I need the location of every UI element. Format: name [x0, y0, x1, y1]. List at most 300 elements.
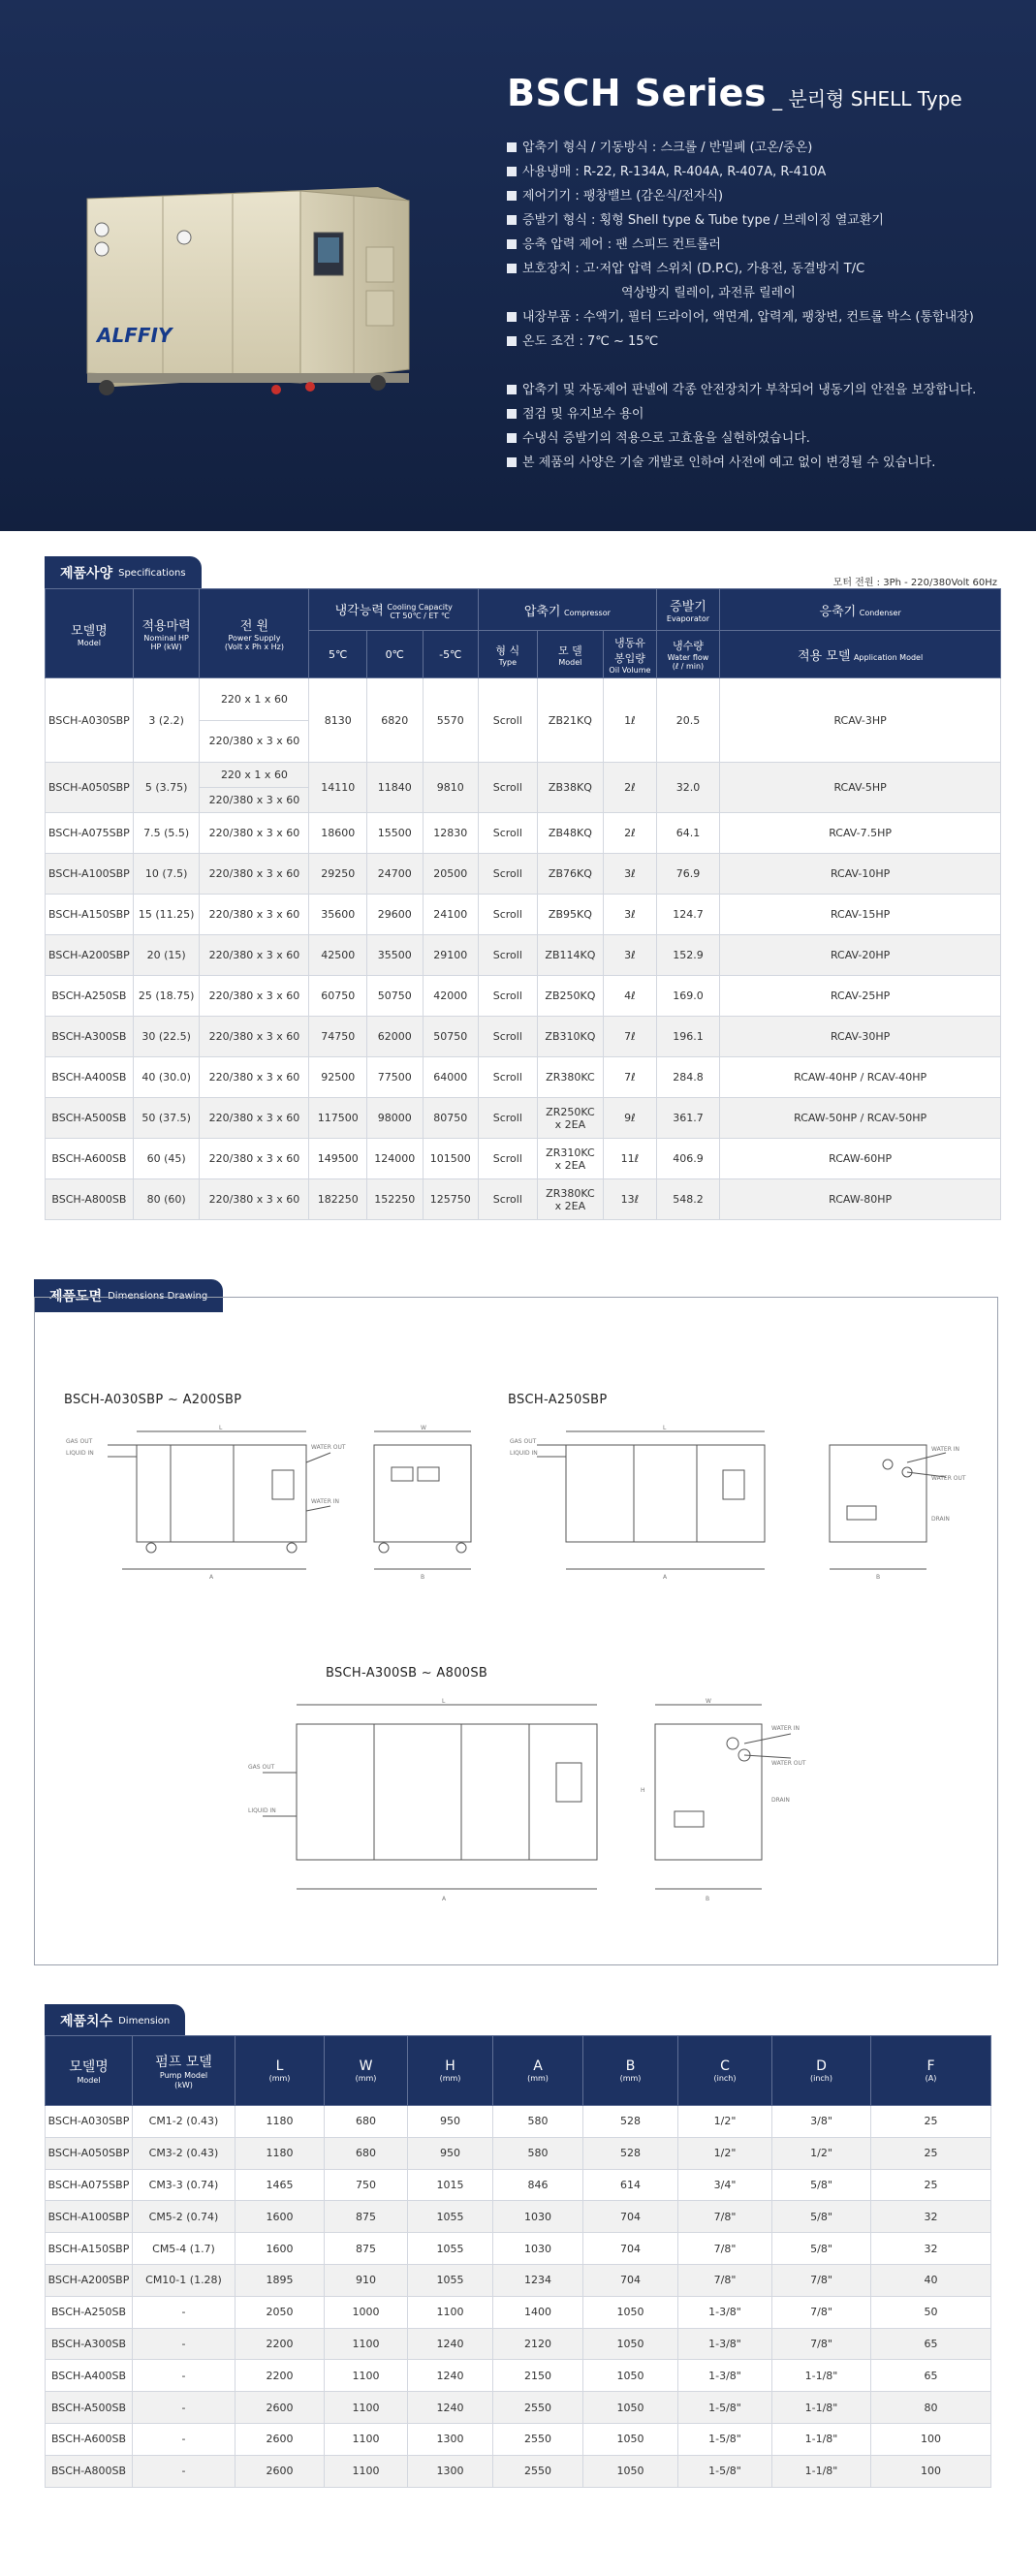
spec-water: 548.2 [656, 1179, 720, 1220]
svg-text:L: L [219, 1425, 223, 1431]
dim-cell: 1-5/8" [678, 2392, 772, 2424]
svg-text:H: H [641, 1787, 645, 1794]
dim-cell: 80 [871, 2392, 991, 2424]
spec-power: 220/380 x 3 x 60 [200, 1057, 309, 1098]
svg-text:A: A [442, 1896, 447, 1902]
specifications-table [45, 588, 1001, 1220]
dim-col-header: F (A) [871, 2036, 991, 2106]
dim-cell: BSCH-A200SBP [46, 2264, 133, 2296]
col-compressor: 압축기 Compressor [479, 589, 657, 631]
square-bullet-icon [507, 191, 517, 201]
spec-comp-type: Scroll [479, 1139, 538, 1179]
spec-cooling-minus5c: 125750 [423, 1179, 479, 1220]
spec-oil: 3ℓ [604, 895, 656, 935]
spec-cooling-0c: 98000 [366, 1098, 423, 1139]
svg-text:W: W [706, 1698, 711, 1705]
col-oil: 냉동유 봉입량 Oil Volume [604, 631, 656, 678]
spec-cooling-minus5c: 24100 [423, 895, 479, 935]
spec-condenser: RCAV-3HP [720, 678, 1001, 763]
drawing-large-front [248, 1695, 616, 1908]
spec-cooling-5c: 182250 [309, 1179, 367, 1220]
dim-cell: 1050 [583, 2328, 678, 2360]
col-cooling: 냉각능력 Cooling Capacity CT 50℃ / ET ℃ [309, 589, 479, 631]
dim-cell: 1100 [325, 2455, 408, 2487]
feature-item: 증발기 형식 : 횡형 Shell type & Tube type / 브레이징 열교환기 [507, 208, 976, 233]
spec-cooling-0c: 15500 [366, 813, 423, 854]
spec-comp-model: ZB76KQ [537, 854, 604, 895]
dim-cell: 1-3/8" [678, 2296, 772, 2328]
dim-cell: - [133, 2392, 235, 2424]
square-bullet-icon [507, 336, 517, 346]
spec-cooling-5c: 149500 [309, 1139, 367, 1179]
dim-cell: 1030 [493, 2233, 583, 2265]
dim-cell: 1050 [583, 2423, 678, 2455]
spec-power: 220/380 x 3 x 60 [200, 854, 309, 895]
dim-cell: 2550 [493, 2423, 583, 2455]
spec-hp: 15 (11.25) [133, 895, 200, 935]
spec-water: 76.9 [656, 854, 720, 895]
dim-cell: 1100 [408, 2296, 493, 2328]
section-label-specifications: 제품사양 Specifications [45, 556, 202, 589]
spec-comp-model: ZR310KC x 2EA [537, 1139, 604, 1179]
col-minus5c: -5℃ [423, 631, 479, 678]
svg-text:LIQUID IN: LIQUID IN [248, 1807, 276, 1814]
dim-cell: 1030 [493, 2201, 583, 2233]
dim-row [46, 2328, 991, 2360]
spec-oil: 2ℓ [604, 763, 656, 813]
spec-row [46, 976, 1001, 1017]
spec-cooling-0c: 6820 [366, 678, 423, 763]
spec-cooling-5c: 74750 [309, 1017, 367, 1057]
dim-cell: 1050 [583, 2392, 678, 2424]
dim-cell: 32 [871, 2233, 991, 2265]
svg-text:LIQUID IN: LIQUID IN [66, 1450, 94, 1457]
col-type: 형 식 Type [479, 631, 538, 678]
dim-cell: 704 [583, 2201, 678, 2233]
dim-cell: 2200 [235, 2328, 325, 2360]
spec-water: 124.7 [656, 895, 720, 935]
dim-cell: 875 [325, 2233, 408, 2265]
spec-comp-type: Scroll [479, 678, 538, 763]
square-bullet-icon [507, 409, 517, 419]
dim-cell: 2600 [235, 2455, 325, 2487]
section-label-dimension: 제품치수 Dimension [45, 2004, 185, 2037]
dim-cell: BSCH-A250SB [46, 2296, 133, 2328]
spec-cooling-0c: 124000 [366, 1139, 423, 1179]
dim-cell: BSCH-A100SBP [46, 2201, 133, 2233]
spec-water: 196.1 [656, 1017, 720, 1057]
dim-cell: 5/8" [772, 2169, 871, 2201]
spec-cooling-0c: 152250 [366, 1179, 423, 1220]
dim-cell: BSCH-A500SB [46, 2392, 133, 2424]
spec-model: BSCH-A250SB [46, 976, 134, 1017]
spec-comp-model: ZB250KQ [537, 976, 604, 1017]
spec-cooling-minus5c: 29100 [423, 935, 479, 976]
svg-text:GAS OUT: GAS OUT [510, 1438, 537, 1445]
drawing-large-side [616, 1695, 830, 1908]
svg-text:W: W [421, 1425, 426, 1431]
square-bullet-icon [507, 215, 517, 225]
dim-cell: 580 [493, 2106, 583, 2138]
dim-cell: 1465 [235, 2169, 325, 2201]
spec-water: 20.5 [656, 678, 720, 763]
spec-model: BSCH-A600SB [46, 1139, 134, 1179]
dim-cell: 1050 [583, 2455, 678, 2487]
dim-cell: 7/8" [772, 2296, 871, 2328]
dim-row [46, 2360, 991, 2392]
square-bullet-icon [507, 312, 517, 322]
svg-text:DRAIN: DRAIN [771, 1797, 790, 1804]
spec-cooling-minus5c: 50750 [423, 1017, 479, 1057]
dim-row [46, 2201, 991, 2233]
dim-cell: 1/2" [678, 2137, 772, 2169]
dim-cell: - [133, 2423, 235, 2455]
spec-comp-model: ZB310KQ [537, 1017, 604, 1057]
spec-hp: 10 (7.5) [133, 854, 200, 895]
dim-cell: 65 [871, 2360, 991, 2392]
spec-cooling-minus5c: 20500 [423, 854, 479, 895]
dim-cell: 614 [583, 2169, 678, 2201]
dim-cell: 1895 [235, 2264, 325, 2296]
dim-cell: - [133, 2455, 235, 2487]
svg-text:L: L [442, 1698, 446, 1705]
spec-hp: 25 (18.75) [133, 976, 200, 1017]
svg-text:WATER IN: WATER IN [931, 1446, 960, 1453]
spec-row [46, 813, 1001, 854]
dim-cell: CM1-2 (0.43) [133, 2106, 235, 2138]
svg-text:WATER OUT: WATER OUT [311, 1444, 346, 1451]
spec-hp: 20 (15) [133, 935, 200, 976]
spec-power: 220/380 x 3 x 60 [200, 1017, 309, 1057]
dim-cell: 100 [871, 2423, 991, 2455]
col-application-model: 적용 모델 Application Model [720, 631, 1001, 678]
spec-power: 220/380 x 3 x 60 [200, 895, 309, 935]
spec-oil: 9ℓ [604, 1098, 656, 1139]
dim-cell: 1600 [235, 2233, 325, 2265]
spec-cooling-minus5c: 80750 [423, 1098, 479, 1139]
dim-row [46, 2137, 991, 2169]
dim-cell: BSCH-A400SB [46, 2360, 133, 2392]
spec-cooling-5c: 29250 [309, 854, 367, 895]
dim-col-header: C (inch) [678, 2036, 772, 2106]
dim-cell: 580 [493, 2137, 583, 2169]
spec-model: BSCH-A075SBP [46, 813, 134, 854]
dim-col-header: W (mm) [325, 2036, 408, 2106]
dimension-table [45, 2035, 991, 2488]
dim-cell: 1-1/8" [772, 2455, 871, 2487]
spec-cooling-0c: 50750 [366, 976, 423, 1017]
spec-comp-type: Scroll [479, 813, 538, 854]
spec-condenser: RCAV-20HP [720, 935, 1001, 976]
dim-row [46, 2264, 991, 2296]
spec-power: 220/380 x 3 x 60 [200, 1139, 309, 1179]
dim-cell: 750 [325, 2169, 408, 2201]
dim-cell: 1180 [235, 2137, 325, 2169]
dim-cell: 1015 [408, 2169, 493, 2201]
dim-cell: CM5-2 (0.74) [133, 2201, 235, 2233]
spec-water: 169.0 [656, 976, 720, 1017]
dim-cell: BSCH-A150SBP [46, 2233, 133, 2265]
spec-hp: 80 (60) [133, 1179, 200, 1220]
dim-cell: 950 [408, 2137, 493, 2169]
dim-cell: 704 [583, 2233, 678, 2265]
spec-cooling-0c: 77500 [366, 1057, 423, 1098]
spec-comp-model: ZB48KQ [537, 813, 604, 854]
dim-cell: 1/2" [772, 2137, 871, 2169]
dim-cell: 1240 [408, 2360, 493, 2392]
dim-cell: 1600 [235, 2201, 325, 2233]
dim-cell: 2200 [235, 2360, 325, 2392]
dim-col-header: L (mm) [235, 2036, 325, 2106]
dim-cell: 7/8" [772, 2328, 871, 2360]
dim-cell: 1-3/8" [678, 2360, 772, 2392]
section-label-drawing: 제품도면 Dimensions Drawing [34, 1279, 223, 1312]
spec-oil: 13ℓ [604, 1179, 656, 1220]
spec-cooling-5c: 14110 [309, 763, 367, 813]
spec-comp-type: Scroll [479, 1017, 538, 1057]
square-bullet-icon [507, 385, 517, 394]
dim-cell: 3/8" [772, 2106, 871, 2138]
dim-cell: 50 [871, 2296, 991, 2328]
spec-model: BSCH-A400SB [46, 1057, 134, 1098]
dim-cell: 1234 [493, 2264, 583, 2296]
spec-cooling-minus5c: 5570 [423, 678, 479, 763]
square-bullet-icon [507, 167, 517, 176]
spec-cooling-0c: 62000 [366, 1017, 423, 1057]
spec-oil: 2ℓ [604, 813, 656, 854]
spec-power: 220/380 x 3 x 60 [200, 935, 309, 976]
feature-item-continued: 역상방지 릴레이, 과전류 릴레이 [621, 286, 796, 300]
dim-col-header: A (mm) [493, 2036, 583, 2106]
dim-cell: 1-1/8" [772, 2360, 871, 2392]
spec-model: BSCH-A300SB [46, 1017, 134, 1057]
dim-cell: BSCH-A075SBP [46, 2169, 133, 2201]
svg-text:L: L [663, 1425, 667, 1431]
spec-model: BSCH-A100SBP [46, 854, 134, 895]
svg-text:GAS OUT: GAS OUT [66, 1438, 93, 1445]
drawing-mid-front [508, 1424, 799, 1588]
dim-cell: 1240 [408, 2392, 493, 2424]
dim-row [46, 2423, 991, 2455]
spec-hp: 40 (30.0) [133, 1057, 200, 1098]
dim-cell: - [133, 2296, 235, 2328]
dim-cell: 5/8" [772, 2233, 871, 2265]
spec-hp: 7.5 (5.5) [133, 813, 200, 854]
svg-text:A: A [209, 1574, 214, 1581]
col-5c: 5℃ [309, 631, 367, 678]
spec-condenser: RCAV-25HP [720, 976, 1001, 1017]
dim-cell: BSCH-A050SBP [46, 2137, 133, 2169]
spec-cooling-0c: 35500 [366, 935, 423, 976]
spec-condenser: RCAV-7.5HP [720, 813, 1001, 854]
spec-comp-type: Scroll [479, 1179, 538, 1220]
spec-comp-model: ZR250KC x 2EA [537, 1098, 604, 1139]
dim-cell: BSCH-A030SBP [46, 2106, 133, 2138]
spec-model: BSCH-A800SB [46, 1179, 134, 1220]
dim-cell: 2550 [493, 2455, 583, 2487]
col-comp-model: 모 델 Model [537, 631, 604, 678]
col-evaporator: 증발기 Evaporator [656, 589, 720, 631]
spec-model: BSCH-A150SBP [46, 895, 134, 935]
svg-text:GAS OUT: GAS OUT [248, 1764, 275, 1771]
spec-cooling-5c: 18600 [309, 813, 367, 854]
feature-item: 내장부품 : 수액기, 필터 드라이어, 액면계, 압력계, 팽창변, 컨트롤 박스 (통합내장) [507, 305, 976, 330]
spec-comp-model: ZR380KC x 2EA [537, 1179, 604, 1220]
dim-row [46, 2296, 991, 2328]
spec-oil: 7ℓ [604, 1057, 656, 1098]
chiller-unit-image [58, 179, 426, 412]
svg-text:LIQUID IN: LIQUID IN [510, 1450, 538, 1457]
feature-item: 응축 압력 제어 : 팬 스피드 컨트롤러 [507, 233, 976, 257]
power-note: 모터 전원 : 3Ph - 220/380Volt 60Hz [832, 578, 997, 588]
dim-cell: 680 [325, 2106, 408, 2138]
dim-cell: 1-1/8" [772, 2392, 871, 2424]
col-model: 모델명 Model [46, 589, 134, 678]
spec-model: BSCH-A200SBP [46, 935, 134, 976]
spec-comp-type: Scroll [479, 763, 538, 813]
spec-cooling-5c: 42500 [309, 935, 367, 976]
note-item: 수냉식 증발기의 적용으로 고효율을 실현하였습니다. [507, 426, 976, 451]
spec-row [46, 1017, 1001, 1057]
dim-cell: 704 [583, 2264, 678, 2296]
dim-cell: CM3-3 (0.74) [133, 2169, 235, 2201]
spec-water: 406.9 [656, 1139, 720, 1179]
dim-cell: BSCH-A300SB [46, 2328, 133, 2360]
feature-item: 보호장치 : 고·저압 압력 스위치 (D.P.C), 가용전, 동결방지 T/C [507, 257, 976, 281]
dim-cell: 2120 [493, 2328, 583, 2360]
spec-oil: 3ℓ [604, 935, 656, 976]
spec-water: 32.0 [656, 763, 720, 813]
spec-power: 220/380 x 3 x 60 [200, 976, 309, 1017]
dim-col-header: D (inch) [772, 2036, 871, 2106]
dim-cell: 680 [325, 2137, 408, 2169]
feature-item: 온도 조건 : 7℃ ~ 15℃ [507, 330, 976, 354]
square-bullet-icon [507, 457, 517, 467]
dim-cell: BSCH-A800SB [46, 2455, 133, 2487]
spec-condenser: RCAW-40HP / RCAV-40HP [720, 1057, 1001, 1098]
dim-cell: BSCH-A600SB [46, 2423, 133, 2455]
spec-comp-model: ZB114KQ [537, 935, 604, 976]
spec-power: 220 x 1 x 60 220/380 x 3 x 60 [200, 763, 309, 813]
col-water: 냉수량 Water flow (ℓ / min) [656, 631, 720, 678]
svg-text:WATER IN: WATER IN [311, 1498, 340, 1505]
dim-cell: 2600 [235, 2423, 325, 2455]
svg-text:DRAIN: DRAIN [931, 1516, 950, 1523]
spec-row [46, 1057, 1001, 1098]
spec-condenser: RCAV-10HP [720, 854, 1001, 895]
dim-cell: 1055 [408, 2201, 493, 2233]
dim-cell: 1240 [408, 2328, 493, 2360]
dim-cell: 1050 [583, 2296, 678, 2328]
spec-cooling-minus5c: 101500 [423, 1139, 479, 1179]
col-hp: 적용마력 Nominal HP HP (kW) [133, 589, 200, 678]
spec-row [46, 1139, 1001, 1179]
spec-cooling-minus5c: 12830 [423, 813, 479, 854]
spec-comp-type: Scroll [479, 976, 538, 1017]
drawing-title-mid: BSCH-A250SBP [508, 1393, 608, 1407]
square-bullet-icon [507, 433, 517, 443]
feature-item: 압축기 형식 / 기동방식 : 스크롤 / 반밀폐 (고온/중온) [507, 136, 976, 160]
svg-text:B: B [876, 1574, 881, 1581]
dim-cell: 1-1/8" [772, 2423, 871, 2455]
dim-cell: 1300 [408, 2423, 493, 2455]
dim-cell: 1-5/8" [678, 2423, 772, 2455]
spec-power: 220/380 x 3 x 60 [200, 813, 309, 854]
spec-model: BSCH-A500SB [46, 1098, 134, 1139]
spec-cooling-0c: 11840 [366, 763, 423, 813]
dim-cell: 1300 [408, 2455, 493, 2487]
spec-cooling-5c: 117500 [309, 1098, 367, 1139]
square-bullet-icon [507, 239, 517, 249]
spec-row [46, 763, 1001, 813]
spec-hp: 50 (37.5) [133, 1098, 200, 1139]
spec-comp-type: Scroll [479, 895, 538, 935]
drawing-small-side [355, 1424, 490, 1588]
note-item: 점검 및 유지보수 용이 [507, 402, 976, 426]
svg-text:B: B [421, 1574, 425, 1581]
spec-oil: 3ℓ [604, 854, 656, 895]
spec-row [46, 935, 1001, 976]
dim-cell: 25 [871, 2137, 991, 2169]
dim-cell: 2150 [493, 2360, 583, 2392]
dim-cell: 1055 [408, 2233, 493, 2265]
col-power: 전 원 Power Supply (Volt x Ph x Hz) [200, 589, 309, 678]
dim-cell: 3/4" [678, 2169, 772, 2201]
dim-cell: 1/2" [678, 2106, 772, 2138]
dim-cell: 2550 [493, 2392, 583, 2424]
spec-comp-model: ZB38KQ [537, 763, 604, 813]
spec-cooling-5c: 35600 [309, 895, 367, 935]
spec-row [46, 1179, 1001, 1220]
spec-hp: 5 (3.75) [133, 763, 200, 813]
spec-condenser: RCAW-80HP [720, 1179, 1001, 1220]
spec-row [46, 895, 1001, 935]
col-condenser: 응축기 Condenser [720, 589, 1001, 631]
note-item: 본 제품의 사양은 기술 개발로 인하여 사전에 예고 없이 변경될 수 있습니다. [507, 451, 976, 475]
spec-power: 220 x 1 x 60 220/380 x 3 x 60 [200, 678, 309, 763]
dim-cell: 1055 [408, 2264, 493, 2296]
svg-text:A: A [663, 1574, 668, 1581]
series-subtitle: _ 분리형 SHELL Type [772, 87, 962, 110]
spec-water: 152.9 [656, 935, 720, 976]
dim-cell: 1100 [325, 2423, 408, 2455]
spec-cooling-0c: 24700 [366, 854, 423, 895]
dim-cell: 32 [871, 2201, 991, 2233]
spec-hp: 30 (22.5) [133, 1017, 200, 1057]
spec-cooling-minus5c: 42000 [423, 976, 479, 1017]
svg-text:WATER OUT: WATER OUT [771, 1760, 806, 1767]
dim-cell: 1400 [493, 2296, 583, 2328]
dim-row [46, 2233, 991, 2265]
spec-comp-type: Scroll [479, 935, 538, 976]
dim-cell: 7/8" [678, 2233, 772, 2265]
square-bullet-icon [507, 264, 517, 273]
spec-condenser: RCAW-60HP [720, 1139, 1001, 1179]
spec-cooling-5c: 60750 [309, 976, 367, 1017]
dim-cell: 7/8" [678, 2264, 772, 2296]
spec-cooling-minus5c: 9810 [423, 763, 479, 813]
spec-cooling-5c: 8130 [309, 678, 367, 763]
dim-cell: 875 [325, 2201, 408, 2233]
dim-cell: 25 [871, 2106, 991, 2138]
spec-oil: 7ℓ [604, 1017, 656, 1057]
spec-power: 220/380 x 3 x 60 [200, 1179, 309, 1220]
dim-cell: 1180 [235, 2106, 325, 2138]
spec-water: 64.1 [656, 813, 720, 854]
spec-comp-type: Scroll [479, 1057, 538, 1098]
brand-logo: ALFFIY [97, 324, 173, 347]
spec-oil: 4ℓ [604, 976, 656, 1017]
